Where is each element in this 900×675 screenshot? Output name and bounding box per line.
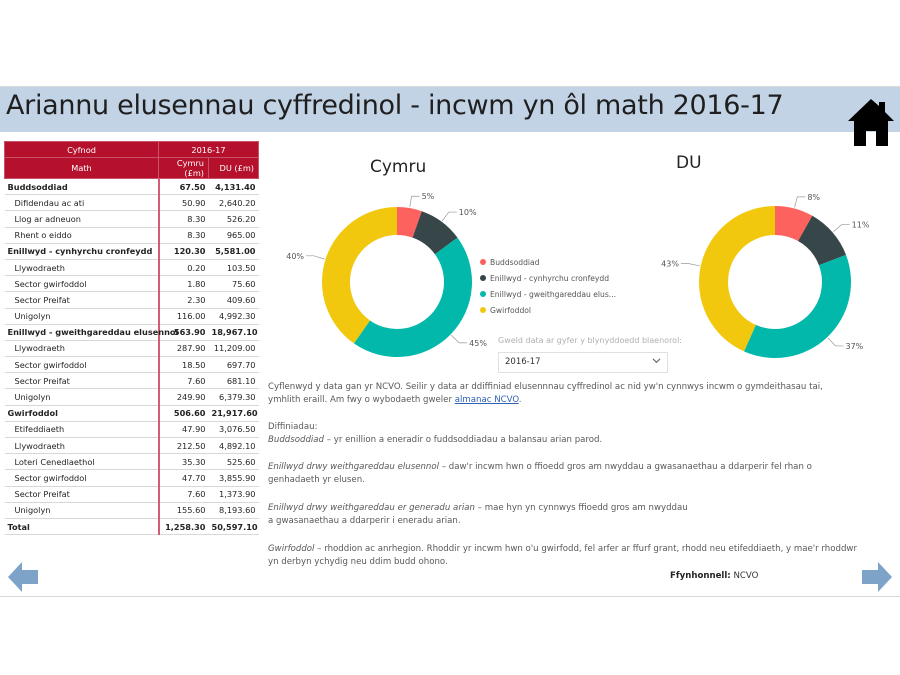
legend-dot xyxy=(480,259,486,265)
row-cymru-value: 47.70 xyxy=(159,470,209,486)
row-label: Llywodraeth xyxy=(5,340,159,356)
legend-label: Enillwyd - gweithgareddau elus... xyxy=(490,289,617,299)
row-label: Etifeddiaeth xyxy=(5,421,159,437)
row-du-value: 4,131.40 xyxy=(209,179,259,195)
bottom-border xyxy=(0,596,900,597)
table-row xyxy=(5,308,259,324)
home-icon[interactable] xyxy=(847,96,895,148)
intro-sentence: Cyflenwyd y data gan yr NCVO. Seilir y data ar ddiffiniad elusennnau cyffredinol ac nid yw'n cynnwys incwm o gymdeithasau tai, ymhlith eraill. Am fwy o wybodaeth gweler xyxy=(268,382,823,405)
table-row xyxy=(5,243,259,259)
row-du-value: 50,597.10 xyxy=(209,518,259,534)
data-label: 11% xyxy=(851,220,870,230)
table-header-columns xyxy=(5,158,259,179)
leader-line xyxy=(833,225,849,232)
row-du-value: 75.60 xyxy=(209,276,259,292)
row-cymru-value: 506.60 xyxy=(159,405,209,421)
row-du-value: 2,640.20 xyxy=(209,195,259,211)
year-slicer-dropdown[interactable] xyxy=(498,352,668,373)
year-slicer-value: 2016-17 xyxy=(505,357,541,367)
definition-text: – yr enillion a eneradir o fuddsoddiadau a balansau arian parod. xyxy=(324,435,603,445)
income-table xyxy=(4,141,259,535)
leader-line xyxy=(306,256,324,259)
row-label: Sector gwirfoddol xyxy=(5,357,159,373)
row-label: Enillwyd - gweithgareddau elusennol xyxy=(5,324,159,340)
row-cymru-value: 116.00 xyxy=(159,308,209,324)
row-cymru-value: 67.50 xyxy=(159,179,209,195)
row-cymru-value: 155.60 xyxy=(159,502,209,518)
table-row xyxy=(5,340,259,356)
row-du-value: 1,373.90 xyxy=(209,486,259,502)
legend-dot xyxy=(480,291,486,297)
table-row xyxy=(5,454,259,470)
row-du-value: 4,992.30 xyxy=(209,308,259,324)
definition-enillwyd-arian xyxy=(268,502,688,528)
data-label: 40% xyxy=(286,251,305,261)
table-row xyxy=(5,357,259,373)
table-row xyxy=(5,438,259,454)
arrow-left-icon[interactable] xyxy=(8,560,38,594)
table-body xyxy=(5,179,259,535)
definition-buddsoddiad xyxy=(268,434,858,447)
arrow-right-icon[interactable] xyxy=(862,560,892,594)
definition-term: Gwirfoddol xyxy=(268,544,315,554)
row-du-value: 965.00 xyxy=(209,227,259,243)
row-cymru-value: 287.90 xyxy=(159,340,209,356)
row-label: Sector Preifat xyxy=(5,486,159,502)
definition-term: Enillwyd drwy weithgareddau er generadu arian xyxy=(268,503,475,513)
table-row xyxy=(5,421,259,437)
definition-term: Buddsoddiad xyxy=(268,435,325,445)
table-row xyxy=(5,373,259,389)
row-label: Sector gwirfoddol xyxy=(5,470,159,486)
table-row xyxy=(5,276,259,292)
data-label: 8% xyxy=(807,192,821,202)
column-header-math: Math xyxy=(5,158,159,179)
leader-line xyxy=(828,338,844,346)
row-label: Llywodraeth xyxy=(5,259,159,275)
row-du-value: 5,581.00 xyxy=(209,243,259,259)
leader-line xyxy=(410,196,420,207)
row-du-value: 3,076.50 xyxy=(209,421,259,437)
legend-item-enillwyd-cynhyrchu[interactable] xyxy=(480,270,616,286)
data-label: 10% xyxy=(458,208,477,218)
definitions-heading: Diffiniadau: xyxy=(268,422,318,432)
legend-dot xyxy=(480,275,486,281)
table-row xyxy=(5,195,259,211)
row-cymru-value: 35.30 xyxy=(159,454,209,470)
column-header-cymru: Cymru (£m) xyxy=(159,158,209,179)
table-row xyxy=(5,405,259,421)
table-row xyxy=(5,470,259,486)
header-bar xyxy=(0,87,900,132)
slice-enillwyd-gweithgareddau[interactable] xyxy=(354,238,472,357)
table-row xyxy=(5,324,259,340)
data-label: 5% xyxy=(421,192,435,202)
row-label: Sector Preifat xyxy=(5,292,159,308)
leader-line xyxy=(451,335,467,343)
definition-text: – daw'r incwm hwn o ffioedd gros am nwyddau a gwasanaethau a ddarperir fel rhan o genhadaeth yr elusen. xyxy=(268,462,812,485)
chart-title-cymru: Cymru xyxy=(370,157,427,177)
almanac-ncvo-link[interactable]: almanac NCVO xyxy=(454,395,519,405)
row-du-value: 6,379.30 xyxy=(209,389,259,405)
header-cyfnod: Cyfnod xyxy=(5,142,159,158)
table-row xyxy=(5,259,259,275)
table-row xyxy=(5,486,259,502)
row-du-value: 409.60 xyxy=(209,292,259,308)
row-label: Loteri Cenedlaethol xyxy=(5,454,159,470)
source-note xyxy=(670,571,758,581)
table-row xyxy=(5,227,259,243)
table-header-top xyxy=(5,142,259,158)
legend-item-buddsoddiad[interactable] xyxy=(480,254,616,270)
row-cymru-value: 212.50 xyxy=(159,438,209,454)
row-du-value: 8,193.60 xyxy=(209,502,259,518)
row-cymru-value: 563.90 xyxy=(159,324,209,340)
chevron-down-icon xyxy=(652,356,661,365)
data-label: 37% xyxy=(845,341,864,351)
row-label: Llywodraeth xyxy=(5,438,159,454)
definition-enillwyd-elusennol xyxy=(268,461,858,487)
table-row xyxy=(5,502,259,518)
row-cymru-value: 18.50 xyxy=(159,357,209,373)
row-cymru-value: 249.90 xyxy=(159,389,209,405)
data-label: 45% xyxy=(469,338,487,348)
row-cymru-value: 1.80 xyxy=(159,276,209,292)
row-label: Buddsoddiad xyxy=(5,179,159,195)
row-du-value: 21,917.60 xyxy=(209,405,259,421)
intro-end: . xyxy=(518,395,522,405)
definition-text: – rhoddion ac anrhegion. Rhoddir yr incwm hwn o'u gwirfodd, fel arfer ar ffurf grant, rhodd neu etifeddiaeth, y mae'r rhoddwr yn derbyn ychydig neu ddim budd ohono. xyxy=(268,544,857,567)
row-cymru-value: 8.30 xyxy=(159,227,209,243)
row-du-value: 681.10 xyxy=(209,373,259,389)
slice-enillwyd-gweithgareddau[interactable] xyxy=(744,255,851,358)
page-title: Ariannu elusennau cyffredinol - incwm yn ôl math 2016-17 xyxy=(6,90,784,121)
data-label: 43% xyxy=(661,259,679,269)
leader-line xyxy=(795,197,806,208)
definition-gwirfoddol xyxy=(268,543,868,569)
row-cymru-value: 120.30 xyxy=(159,243,209,259)
definition-term: Enillwyd drwy weithgareddau elusennol xyxy=(268,462,440,472)
leader-line xyxy=(442,212,457,221)
row-cymru-value: 47.90 xyxy=(159,421,209,437)
column-header-du: DU (£m) xyxy=(209,158,259,179)
row-label: Total xyxy=(5,518,159,534)
row-label: Sector Preifat xyxy=(5,373,159,389)
row-du-value: 525.60 xyxy=(209,454,259,470)
row-cymru-value: 50.90 xyxy=(159,195,209,211)
row-du-value: 526.20 xyxy=(209,211,259,227)
source-label: Ffynhonnell: xyxy=(670,571,731,581)
legend-item-enillwyd-gweithgareddau[interactable] xyxy=(480,286,616,302)
legend-label: Gwirfoddol xyxy=(490,305,532,315)
row-cymru-value: 1,258.30 xyxy=(159,518,209,534)
table-row xyxy=(5,211,259,227)
row-label: Unigolyn xyxy=(5,389,159,405)
row-label: Llog ar adneuon xyxy=(5,211,159,227)
slice-gwirfoddol[interactable] xyxy=(322,207,397,343)
row-cymru-value: 8.30 xyxy=(159,211,209,227)
source-value: NCVO xyxy=(733,571,759,581)
year-slicer-label: Gweld data ar gyfer y blynyddoedd blaenorol: xyxy=(498,336,682,345)
row-cymru-value: 7.60 xyxy=(159,373,209,389)
table-row xyxy=(5,518,259,534)
row-cymru-value: 0.20 xyxy=(159,259,209,275)
row-du-value: 103.50 xyxy=(209,259,259,275)
chart-legend xyxy=(480,254,616,318)
row-du-value: 3,855.90 xyxy=(209,470,259,486)
legend-dot xyxy=(480,307,486,313)
definition-text: – mae hyn yn cynnwys ffioedd gros am nwyddau a gwasanaethau a ddarperir i eneradu arian. xyxy=(268,503,688,526)
chart-title-du: DU xyxy=(676,153,702,173)
table-row xyxy=(5,389,259,405)
row-du-value: 11,209.00 xyxy=(209,340,259,356)
legend-label: Enillwyd - cynhyrchu cronfeydd xyxy=(490,273,610,283)
row-label: Difidendau ac ati xyxy=(5,195,159,211)
row-label: Unigolyn xyxy=(5,502,159,518)
row-label: Gwirfoddol xyxy=(5,405,159,421)
row-du-value: 18,967.10 xyxy=(209,324,259,340)
legend-item-gwirfoddol[interactable] xyxy=(480,302,616,318)
leader-line xyxy=(681,264,700,266)
row-label: Rhent o eiddo xyxy=(5,227,159,243)
row-du-value: 697.70 xyxy=(209,357,259,373)
table-row xyxy=(5,292,259,308)
table-row xyxy=(5,179,259,195)
row-label: Sector gwirfoddol xyxy=(5,276,159,292)
header-period: 2016-17 xyxy=(159,142,259,158)
legend-label: Buddsoddiad xyxy=(490,257,540,267)
row-label: Enillwyd - cynhyrchu cronfeydd xyxy=(5,243,159,259)
row-label: Unigolyn xyxy=(5,308,159,324)
donut-chart-cymru xyxy=(280,185,487,365)
row-cymru-value: 2.30 xyxy=(159,292,209,308)
row-du-value: 4,892.10 xyxy=(209,438,259,454)
intro-text xyxy=(268,381,858,407)
row-cymru-value: 7.60 xyxy=(159,486,209,502)
